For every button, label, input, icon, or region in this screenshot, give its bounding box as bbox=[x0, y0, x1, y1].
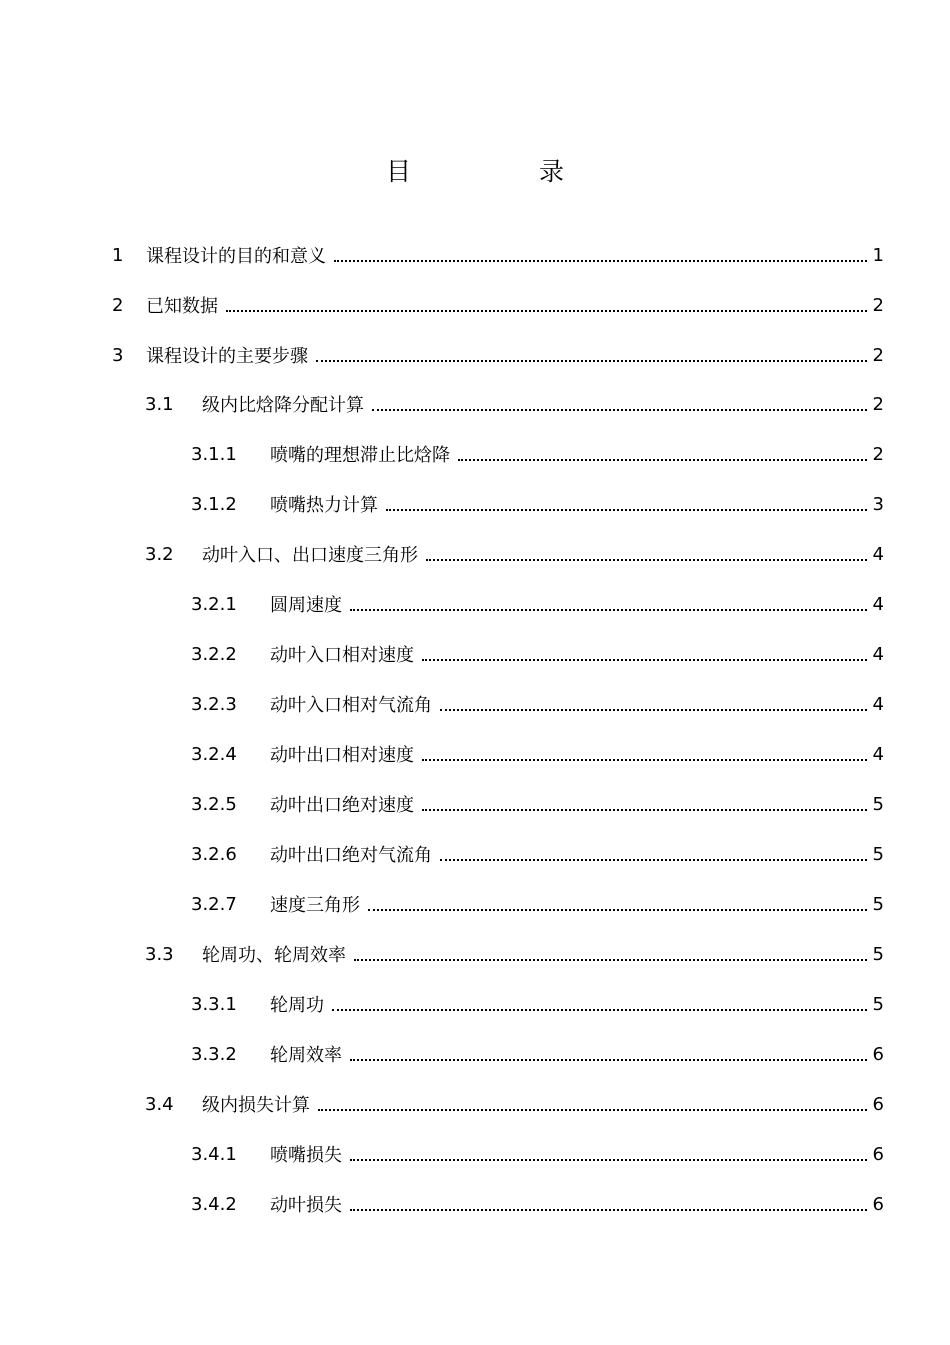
toc-entry-number: 3.1.1 bbox=[191, 443, 237, 465]
toc-entry-label: 课程设计的主要步骤 bbox=[146, 346, 308, 367]
toc-entry[interactable] bbox=[112, 292, 884, 318]
toc-entry-label: 轮周功、轮周效率 bbox=[202, 945, 346, 966]
toc-entry-page: 5 bbox=[872, 993, 884, 1015]
toc-entry[interactable] bbox=[145, 541, 884, 567]
dot-leader bbox=[422, 659, 867, 661]
toc-entry-number: 3.1.2 bbox=[191, 493, 237, 515]
toc-entry-label: 级内比焓降分配计算 bbox=[202, 395, 364, 416]
toc-entry-number: 3.3.2 bbox=[191, 1043, 237, 1065]
dot-leader bbox=[368, 909, 867, 911]
toc-entry-page: 1 bbox=[872, 244, 884, 266]
toc-entry-number: 3.3.1 bbox=[191, 993, 237, 1015]
toc-entry[interactable] bbox=[191, 491, 884, 517]
toc-entry[interactable] bbox=[191, 1141, 884, 1167]
toc-entry-number: 3.2.2 bbox=[191, 643, 237, 665]
toc-entry-page: 6 bbox=[872, 1093, 884, 1115]
toc-entry-label: 喷嘴热力计算 bbox=[270, 495, 378, 516]
toc-entry-label: 动叶出口相对速度 bbox=[270, 745, 414, 766]
dot-leader bbox=[350, 1209, 867, 1211]
toc-entry[interactable] bbox=[191, 891, 884, 917]
dot-leader bbox=[332, 1009, 867, 1011]
toc-entry-number: 2 bbox=[112, 294, 124, 316]
toc-entry[interactable] bbox=[112, 242, 884, 268]
dot-leader bbox=[318, 1109, 867, 1111]
toc-entry-label: 轮周功 bbox=[270, 995, 324, 1016]
dot-leader bbox=[422, 759, 867, 761]
dot-leader bbox=[316, 360, 867, 362]
toc-entry-page: 2 bbox=[872, 294, 884, 316]
toc-entry-page: 6 bbox=[872, 1143, 884, 1165]
toc-entry[interactable] bbox=[191, 991, 884, 1017]
dot-leader bbox=[226, 310, 867, 312]
toc-entry-number: 3.4 bbox=[145, 1093, 174, 1115]
dot-leader bbox=[354, 959, 867, 961]
dot-leader bbox=[372, 409, 867, 411]
toc-entry-number: 3.2.3 bbox=[191, 693, 237, 715]
toc-entry-label: 动叶损失 bbox=[270, 1195, 342, 1216]
toc-entry[interactable] bbox=[145, 1091, 884, 1117]
toc-entry-page: 4 bbox=[872, 693, 884, 715]
toc-entry-page: 4 bbox=[872, 593, 884, 615]
toc-entry-label: 级内损失计算 bbox=[202, 1095, 310, 1116]
toc-entry-number: 3.3 bbox=[145, 943, 174, 965]
toc-entry-page: 5 bbox=[872, 943, 884, 965]
toc-entry-page: 3 bbox=[872, 493, 884, 515]
toc-entry-label: 动叶出口绝对气流角 bbox=[270, 845, 432, 866]
dot-leader bbox=[422, 809, 867, 811]
toc-entry-label: 已知数据 bbox=[146, 296, 218, 317]
toc-entry[interactable] bbox=[191, 691, 884, 717]
toc-entry-number: 3.2.7 bbox=[191, 893, 237, 915]
toc-entry-label: 动叶入口、出口速度三角形 bbox=[202, 545, 418, 566]
toc-entry[interactable] bbox=[191, 1041, 884, 1067]
dot-leader bbox=[440, 709, 867, 711]
toc-entry[interactable] bbox=[145, 941, 884, 967]
toc-entry-page: 4 bbox=[872, 543, 884, 565]
toc-entry-number: 3.2.6 bbox=[191, 843, 237, 865]
toc-entry-label: 课程设计的目的和意义 bbox=[146, 246, 326, 267]
toc-entry-page: 4 bbox=[872, 743, 884, 765]
toc-entry-page: 5 bbox=[872, 893, 884, 915]
dot-leader bbox=[350, 1159, 867, 1161]
toc-entry-page: 6 bbox=[872, 1043, 884, 1065]
toc-entry-label: 喷嘴损失 bbox=[270, 1145, 342, 1166]
toc-entry-label: 轮周效率 bbox=[270, 1045, 342, 1066]
dot-leader bbox=[440, 859, 867, 861]
toc-entry-page: 6 bbox=[872, 1193, 884, 1215]
toc-entry-number: 3.2 bbox=[145, 543, 174, 565]
toc-entry[interactable] bbox=[191, 841, 884, 867]
toc-entry-label: 动叶入口相对气流角 bbox=[270, 695, 432, 716]
toc-entry-page: 5 bbox=[872, 793, 884, 815]
toc-title: 目 录 bbox=[386, 157, 624, 186]
toc-entry-number: 3.4.1 bbox=[191, 1143, 237, 1165]
toc-entry-page: 4 bbox=[872, 643, 884, 665]
dot-leader bbox=[426, 559, 867, 561]
toc-entry[interactable] bbox=[191, 1191, 884, 1217]
toc-entry-number: 3.2.4 bbox=[191, 743, 237, 765]
toc-entry-label: 动叶出口绝对速度 bbox=[270, 795, 414, 816]
toc-entry-page: 5 bbox=[872, 843, 884, 865]
toc-entry-number: 1 bbox=[112, 244, 124, 266]
toc-entry-page: 2 bbox=[872, 443, 884, 465]
toc-entry[interactable] bbox=[191, 741, 884, 767]
toc-entry-label: 喷嘴的理想滞止比焓降 bbox=[270, 445, 450, 466]
toc-entry[interactable] bbox=[145, 391, 884, 417]
toc-entry[interactable] bbox=[191, 591, 884, 617]
toc-entry-number: 3.4.2 bbox=[191, 1193, 237, 1215]
toc-entry-number: 3.2.1 bbox=[191, 593, 237, 615]
dot-leader bbox=[334, 260, 867, 262]
toc-entry-number: 3.2.5 bbox=[191, 793, 237, 815]
toc-entry-number: 3.1 bbox=[145, 393, 174, 415]
toc-entry-number: 3 bbox=[112, 344, 124, 366]
toc-entry[interactable] bbox=[191, 641, 884, 667]
toc-entry[interactable] bbox=[191, 791, 884, 817]
toc-entry-page: 2 bbox=[872, 393, 884, 415]
dot-leader bbox=[350, 609, 867, 611]
toc-entry-label: 动叶入口相对速度 bbox=[270, 645, 414, 666]
toc-entry-label: 速度三角形 bbox=[270, 895, 360, 916]
toc-entry[interactable] bbox=[191, 441, 884, 467]
dot-leader bbox=[350, 1059, 867, 1061]
dot-leader bbox=[458, 459, 867, 461]
toc-entry-label: 圆周速度 bbox=[270, 595, 342, 616]
toc-entry[interactable] bbox=[112, 342, 884, 368]
toc-entry-page: 2 bbox=[872, 344, 884, 366]
dot-leader bbox=[386, 509, 867, 511]
